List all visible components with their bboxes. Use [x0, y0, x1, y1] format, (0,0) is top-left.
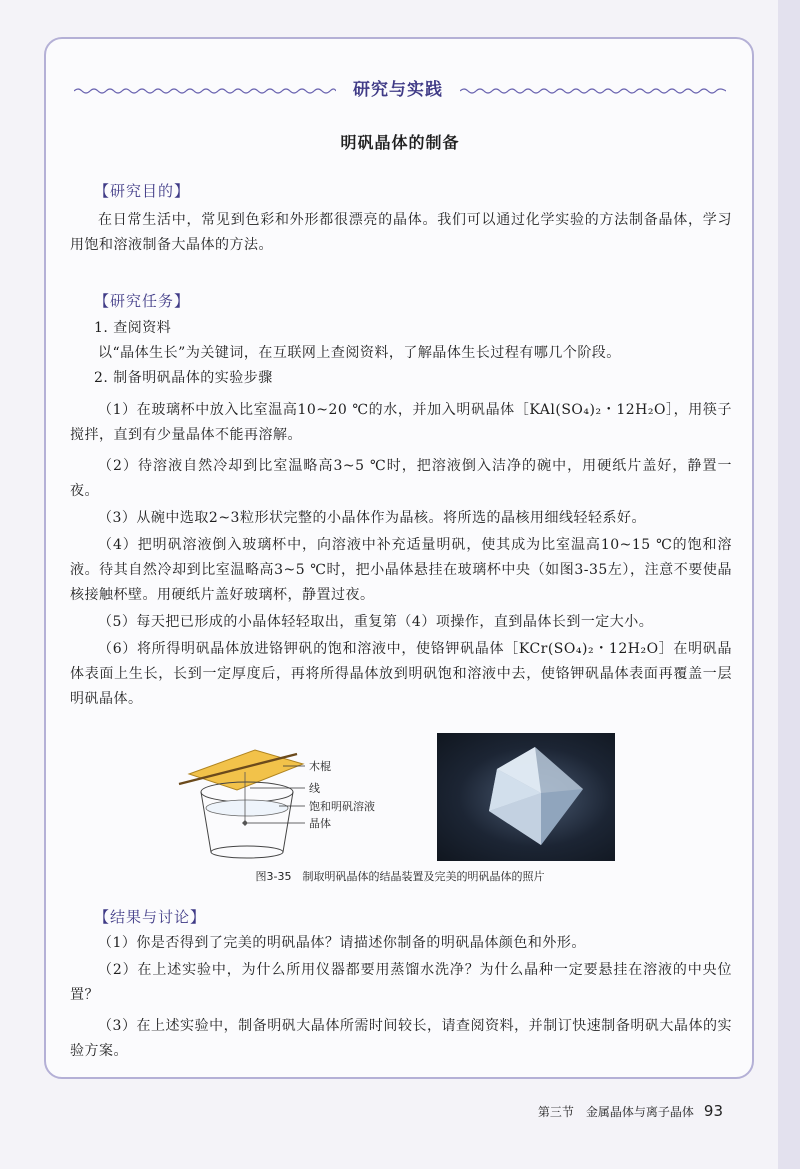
wave-divider-right — [460, 86, 726, 96]
task-1-title: 1. 查阅资料 — [94, 320, 172, 336]
crystallization-apparatus-diagram — [175, 748, 405, 863]
page-number: 93 — [703, 1102, 723, 1120]
label-solution: 饱和明矾溶液 — [309, 800, 375, 813]
wave-divider-left — [74, 86, 336, 96]
section-banner — [74, 78, 726, 102]
label-stick: 木棍 — [309, 760, 331, 773]
seed-crystal — [242, 820, 248, 826]
crystal-illustration — [437, 733, 615, 861]
step-6: （6）将所得明矾晶体放进铬钾矾的饱和溶液中，使铬钾矾晶体［KCr(SO₄)₂・12H₂O］在明矾晶体表面上生长，长到一定厚度后，再将所得晶体放到明矾饱和溶液中去，使铬钾矾晶体表面再覆盖一层明矾晶体。 — [70, 641, 732, 707]
question-2: （2）在上述实验中，为什么所用仪器都要用蒸馏水洗净？为什么晶种一定要悬挂在溶液的中央位置？ — [70, 962, 732, 1003]
banner-title: 研究与实践 — [353, 80, 443, 100]
footer-section: 第三节 金属晶体与离子晶体 — [537, 1105, 694, 1119]
figure-caption: 图3-35 制取明矾晶体的结晶装置及完美的明矾晶体的照片 — [255, 870, 545, 883]
page-edge-stripe — [778, 0, 800, 1169]
question-3: （3）在上述实验中，制备明矾大晶体所需时间较长，请查阅资料，并制订快速制备明矾大晶体的实验方案。 — [70, 1018, 732, 1059]
alum-crystal-photo — [437, 733, 615, 861]
task-2-title: 2. 制备明矾晶体的实验步骤 — [94, 370, 273, 386]
step-1: （1）在玻璃杯中放入比室温高10~20 ℃的水，并加入明矾晶体［KAl(SO₄)₂・12H₂O］，用筷子搅拌，直到有少量晶体不能再溶解。 — [70, 402, 732, 443]
purpose-heading: 【研究目的】 — [94, 182, 191, 200]
step-5: （5）每天把已形成的小晶体轻轻取出，重复第（4）项操作，直到晶体长到一定大小。 — [98, 614, 654, 630]
tasks-heading: 【研究任务】 — [94, 292, 191, 310]
step-4: （4）把明矾溶液倒入玻璃杯中，向溶液中补充适量明矾，使其成为比室温高10~15 ℃的饱和溶液。待其自然冷却到比室温略高3~5 ℃时，把小晶体悬挂在玻璃杯中央（如图3-35左），注意不要使晶核接触杯壁。用硬纸片盖好玻璃杯，静置过夜。 — [70, 537, 732, 603]
label-crystal: 晶体 — [309, 817, 331, 830]
step-2: （2）待溶液自然冷却到比室温略高3~5 ℃时，把溶液倒入洁净的碗中，用硬纸片盖好，静置一夜。 — [70, 458, 732, 499]
page-footer — [538, 1102, 723, 1120]
step-3: （3）从碗中选取2~3粒形状完整的小晶体作为晶核。将所选的晶核用细线轻轻系好。 — [98, 510, 646, 526]
purpose-text: 在日常生活中，常见到色彩和外形都很漂亮的晶体。我们可以通过化学实验的方法制备晶体，学习用饱和溶液制备大晶体的方法。 — [70, 212, 732, 253]
label-thread: 线 — [309, 782, 320, 795]
results-heading: 【结果与讨论】 — [94, 908, 207, 926]
task-1-text: 以“晶体生长”为关键词，在互联网上查阅资料，了解晶体生长过程有哪几个阶段。 — [98, 345, 621, 361]
document-title: 明矾晶体的制备 — [340, 133, 460, 152]
question-1: （1）你是否得到了完美的明矾晶体？请描述你制备的明矾晶体颜色和外形。 — [98, 935, 586, 951]
